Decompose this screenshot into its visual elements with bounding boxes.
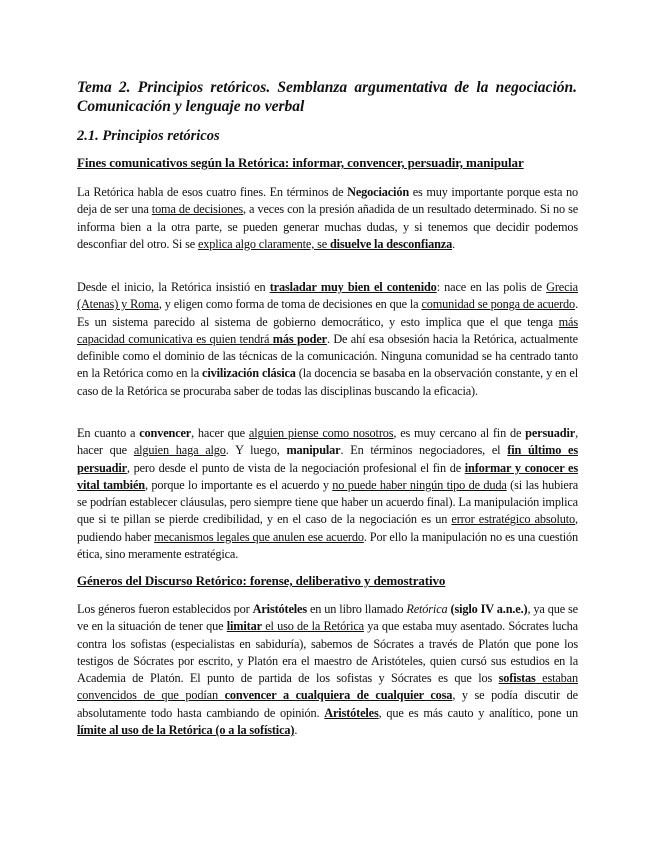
- document-title: Tema 2. Principios retóricos. Semblanza argumentativa de la negociación. Comunicación y lenguaje no verbal: [77, 79, 577, 115]
- paragraph-3: En cuanto a convencer, hacer que alguien piense como nosotros, es muy cercano al fin de persuadir, hacer que alguien haga algo. Y luego, manipular. En términos negociadores, el fin último es persuadir, pero desde el punto de vista de la negociación profesional el fin de informar y conocer es vital también, porque lo importante es el acuerdo y no puede haber ningún tipo de duda (si las hubiera se podrían establecer cláusulas, pero siempre tiene que haber un acuerdo final). La manipulación implica que si te pillan se pierde credibilidad, y en el caso de la negociación es un error estratégico absoluto, pudiendo haber mecanismos legales que anulen ese acuerdo. Por ello la manipulación no es una cuestión ética, sino meramente estratégica.: [77, 426, 579, 562]
- paragraph-4: Los géneros fueron establecidos por Aristóteles en un libro llamado Retórica (siglo IV a.n.e.), ya que se ve en la situación de tener que limitar el uso de la Retórica ya que estaba muy asentado. Sócrates lucha contra los sofistas (especialistas en sabiduría), sabemos de Sócrates a través de Platón que pone los testigos de Sócrates por escrito, y Platón era el maestro de Aristóteles, quien cursó sus estudios en la Academia de Platón. El punto de partida de los sofistas y Sócrates es que los sofistas estaban convencidos de que podían convencer a cualquiera de cualquier cosa, y se podía discutir de absolutamente todo hasta cambiando de opinión. Aristóteles, que es más cauto y analítico, pone un límite al uso de la Retórica (o a la sofística).: [77, 602, 578, 738]
- section-subtitle: 2.1. Principios retóricos: [77, 128, 220, 144]
- paragraph-1: La Retórica habla de esos cuatro fines. En términos de Negociación es muy importante porque esta no deja de ser una toma de decisiones, a veces con la presión añadida de un resultado determinado. Si no se informa bien a la otra parte, se pueden generar muchas dudas, y si tenemos que decidir podemos desconfiar del otro. Si se explica algo claramente, se disuelve la desconfianza.: [77, 185, 579, 251]
- fines-heading: Fines comunicativos según la Retórica: informar, convencer, persuadir, manipular: [77, 155, 524, 170]
- generos-heading: Géneros del Discurso Retórico: forense, deliberativo y demostrativo: [77, 573, 446, 588]
- paragraph-2: Desde el inicio, la Retórica insistió en trasladar muy bien el contenido: nace en las polis de Grecia (Atenas) y Roma, y eligen como forma de toma de decisiones en que la comunidad se ponga de acuerdo. Es un sistema parecido al sistema de gobierno democrático, y esto implica que el que tenga más capacidad comunicativa es quien tendrá más poder. De ahí esa obsesión hacia la Retórica, actualmente definible como el dominio de las técnicas de la comunicación. Ninguna comunidad se ha centrado tanto en la Retórica como en la civilización clásica (la docencia se basaba en la observación constante, y en el caso de la Retórica se procuraba saber de todas las disciplinas buscando la eficacia).: [77, 280, 578, 398]
